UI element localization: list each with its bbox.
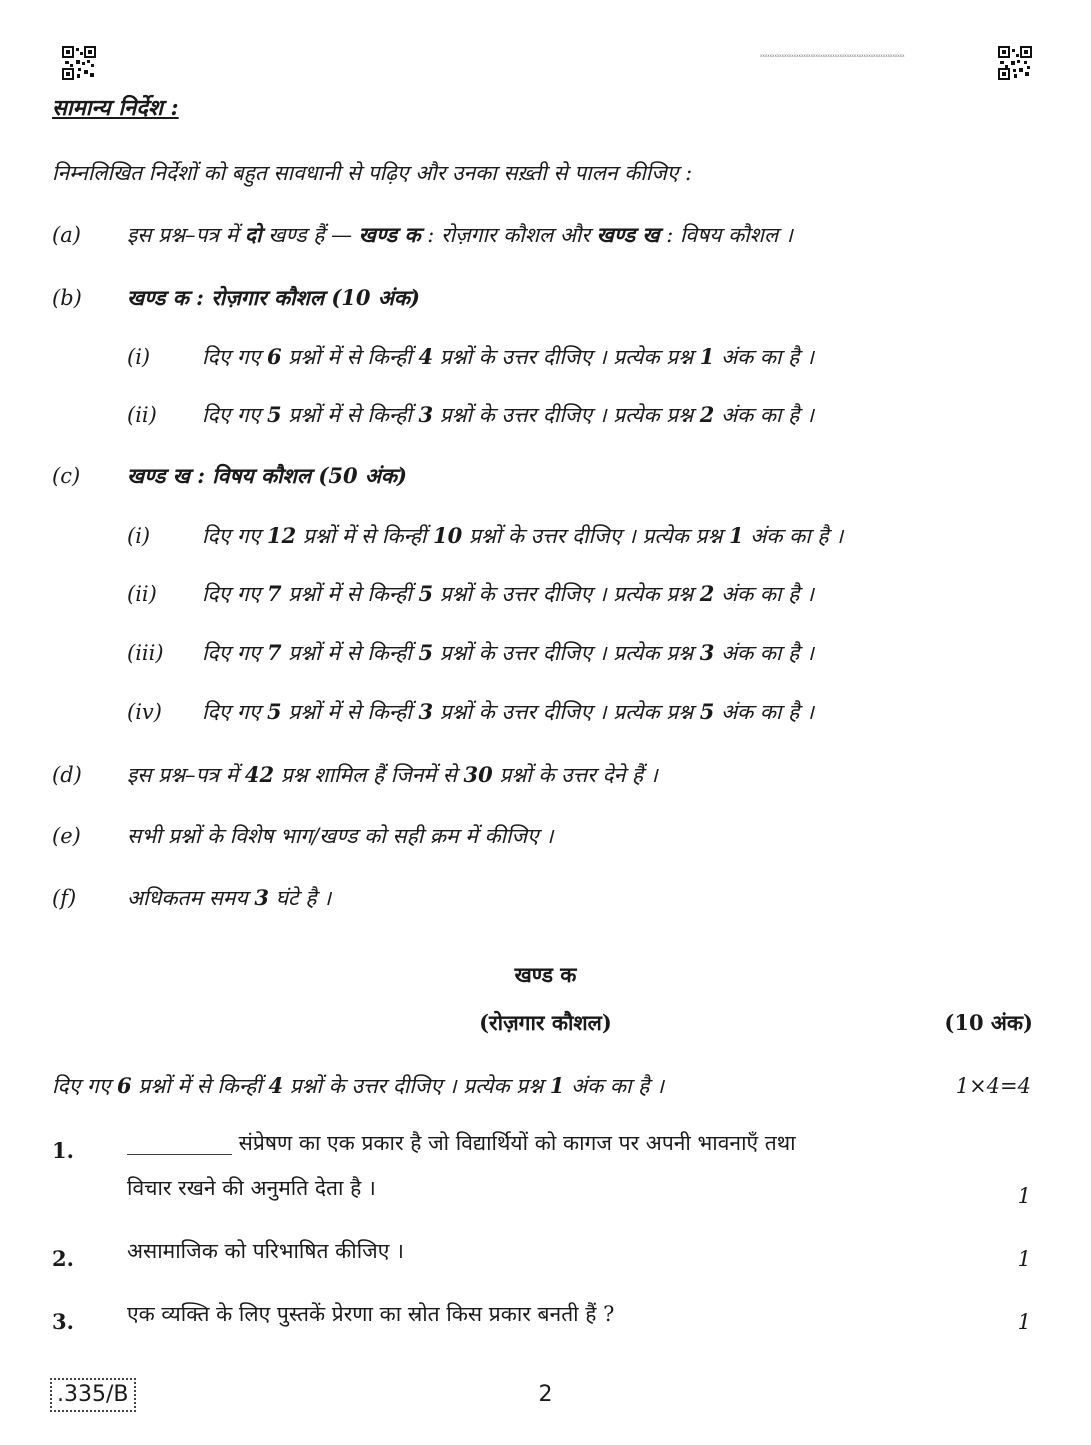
question-3-text: एक व्यक्ति के लिए पुस्तकें प्रेरणा का स्रोत किस प्रकार बनती हैं ? (127, 1302, 615, 1326)
qr-code-left (62, 46, 96, 80)
question-3-mark: 1 (1017, 1310, 1031, 1334)
item-c-label: (c) (52, 464, 81, 488)
item-b-i-label: (i) (127, 345, 151, 369)
instructions-intro: निम्नलिखित निर्देशों को बहुत सावधानी से पढ़िए और उनका सख़्ती से पालन कीजिए : (52, 161, 693, 185)
item-d-label: (d) (52, 763, 82, 787)
section-subtitle: (रोज़गार कौशल) (479, 1010, 612, 1035)
section-marks: (10 अंक) (944, 1010, 1033, 1035)
instructions-heading: सामान्य निर्देश : (52, 95, 179, 121)
item-b-heading: खण्ड क : रोज़गार कौशल (10 अंक) (127, 285, 420, 310)
question-2-number: 2. (52, 1246, 74, 1271)
item-c-iii-label: (iii) (127, 641, 164, 665)
item-c-i-label: (i) (127, 524, 151, 548)
item-f-label: (f) (52, 886, 77, 910)
question-1-mark: 1 (1017, 1184, 1031, 1208)
item-b-ii-text: दिए गए 5 प्रश्नों में से किन्हीं 3 प्रश्नों के उत्तर दीजिए । प्रत्येक प्रश्न 2 अंक का है । (202, 402, 814, 427)
question-1-blank: __________ (127, 1131, 232, 1155)
item-c-iv-text: दिए गए 5 प्रश्नों में से किन्हीं 3 प्रश्नों के उत्तर दीजिए । प्रत्येक प्रश्न 5 अंक का है । (202, 699, 814, 724)
item-e-text: सभी प्रश्नों के विशेष भाग/खण्ड को सही क्रम में कीजिए । (127, 824, 554, 848)
item-e-label: (e) (52, 824, 81, 848)
question-2-text: असामाजिक को परिभाषित कीजिए । (127, 1239, 404, 1263)
item-a-text: इस प्रश्न–पत्र में दो खण्ड हैं — खण्ड क : रोज़गार कौशल और खण्ड ख : विषय कौशल । (127, 222, 793, 247)
item-c-iii-text: दिए गए 7 प्रश्नों में से किन्हीं 5 प्रश्नों के उत्तर दीजिए । प्रत्येक प्रश्न 3 अंक का है । (202, 640, 814, 665)
item-f-text: अधिकतम समय 3 घंटे है । (127, 885, 332, 910)
qr-code-right (998, 46, 1032, 80)
item-c-i-text: दिए गए 12 प्रश्नों में से किन्हीं 10 प्रश्नों के उत्तर दीजिए । प्रत्येक प्रश्न 1 अंक का है । (202, 523, 844, 548)
item-b-label: (b) (52, 286, 82, 310)
header-microtext: xxxxxxxxxxxxxxxxxxxxxxxxxxxxxxxxxxxxxxxxxxxxxxxxxxxxxxxxxxxx (760, 53, 905, 58)
question-3-number: 3. (52, 1309, 74, 1334)
item-c-ii-text: दिए गए 7 प्रश्नों में से किन्हीं 5 प्रश्नों के उत्तर दीजिए । प्रत्येक प्रश्न 2 अंक का है । (202, 581, 814, 606)
item-b-ii-label: (ii) (127, 403, 157, 427)
item-b-i-text: दिए गए 6 प्रश्नों में से किन्हीं 4 प्रश्नों के उत्तर दीजिए । प्रत्येक प्रश्न 1 अंक का है । (202, 344, 814, 369)
question-1-text: __________ संप्रेषण का एक प्रकार है जो विद्यार्थियों को कागज पर अपनी भावनाएँ तथा विचार रखने की अनुमति देता है । (127, 1131, 796, 1200)
section-instruction: दिए गए 6 प्रश्नों में से किन्हीं 4 प्रश्नों के उत्तर दीजिए । प्रत्येक प्रश्न 1 अंक का है । (52, 1073, 664, 1098)
item-c-ii-label: (ii) (127, 582, 157, 606)
item-d-text: इस प्रश्न–पत्र में 42 प्रश्न शामिल हैं जिनमें से 30 प्रश्नों के उत्तर देने हैं । (127, 762, 658, 787)
question-2-mark: 1 (1017, 1247, 1031, 1271)
question-1-number: 1. (52, 1138, 74, 1163)
paper-code: .335/B (50, 1378, 136, 1412)
page-number: 2 (538, 1382, 553, 1407)
section-title: खण्ड क (514, 962, 577, 987)
item-c-iv-label: (iv) (127, 700, 162, 724)
section-instruction-marks: 1×4=4 (955, 1074, 1031, 1098)
item-a-label: (a) (52, 223, 81, 247)
item-c-heading: खण्ड ख : विषय कौशल (50 अंक) (127, 463, 407, 488)
